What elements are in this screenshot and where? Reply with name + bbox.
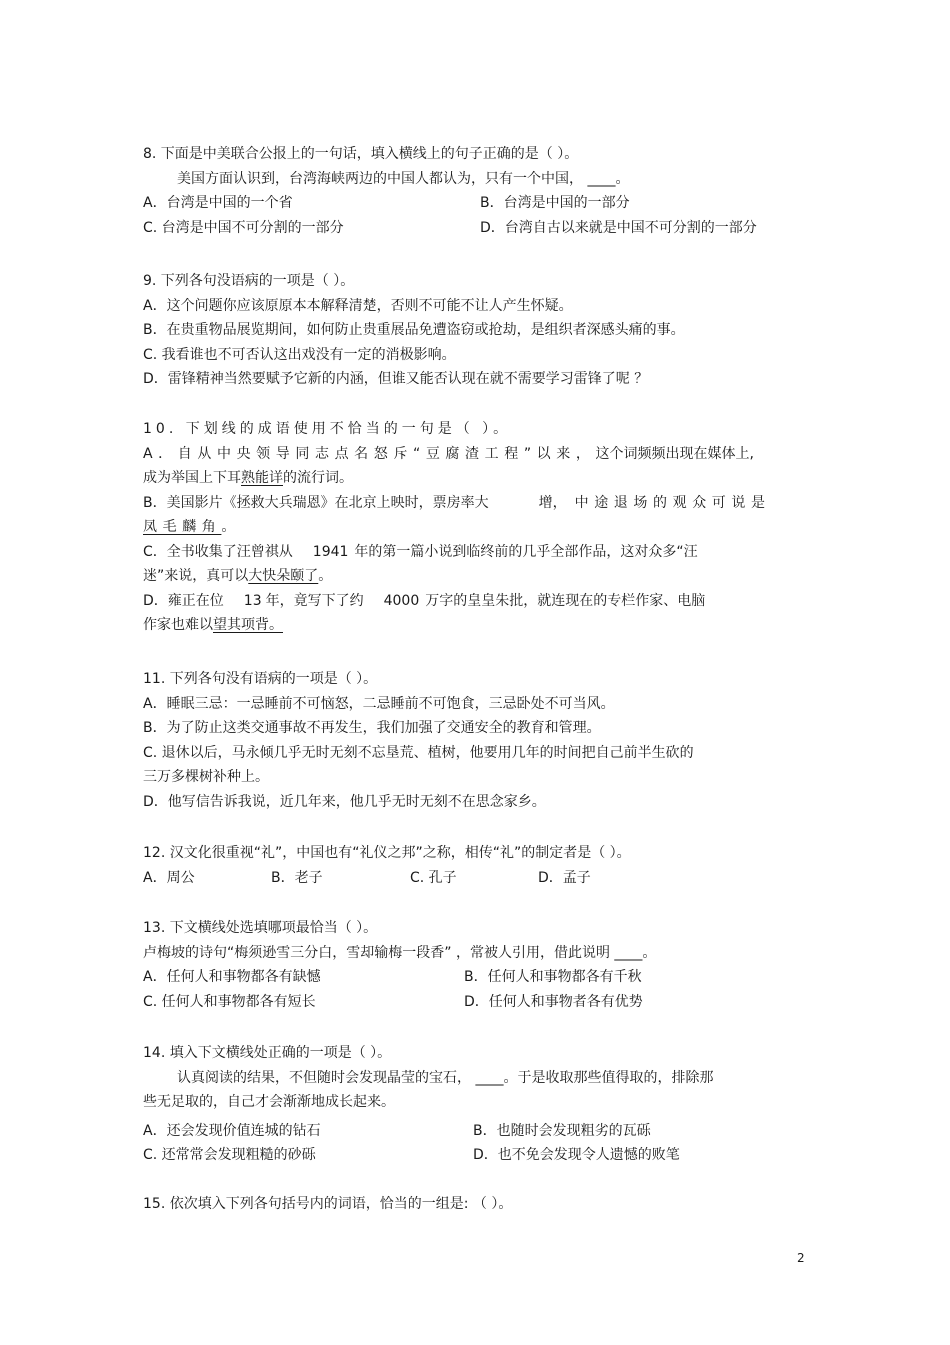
option-c[interactable]: C. 孔子 (410, 869, 457, 886)
option-row (143, 990, 813, 1015)
option-b[interactable]: B．老子 (271, 869, 323, 886)
option-c[interactable]: C．全书收集了汪曾祺从 1941 年的第一篇小说到临终前的几乎全部作品，这对众多“汪 迷”来说，真可以大快朵颐了。 (143, 543, 698, 584)
option-d[interactable]: D．雷锋精神当然要赋予它新的内涵，但谁又能否认现在就不需要学习雷锋了呢 ？ (143, 371, 649, 387)
option-c[interactable]: C. 任何人和事物都各有短长 (143, 993, 316, 1010)
question-stem: 12. 汉文化很重视“礼”，中国也有“礼仪之邦”之称，相传“礼”的制定者是（ ）。 (143, 845, 631, 861)
question-12 (143, 841, 813, 890)
option-d[interactable]: D．台湾自古以来就是中国不可分割的一部分 (480, 219, 757, 236)
question-14 (143, 1041, 813, 1168)
underlined-idiom: 望其项背 (213, 617, 269, 633)
page-number: 2 (797, 1251, 805, 1265)
option-row (143, 965, 813, 990)
option-b[interactable]: B．为了防止这类交通事故不再发生，我们加强了交通安全的教育和管理。 (143, 720, 601, 736)
option-a[interactable]: A．睡眠三忌：一忌睡前不可恼怒，二忌睡前不可饱食，三忌卧处不可当风。 (143, 695, 615, 712)
option-row (143, 866, 813, 891)
option-d[interactable]: D．雍正在位 13 年，竟写下了约 4000 万字的皇皇朱批，就连现在的专栏作家、电脑 作家也难以望其项背。 (143, 592, 706, 633)
option-a[interactable]: A．台湾是中国的一个省 (143, 195, 293, 211)
option-d[interactable]: D．也不免会发现令人遗憾的败笔 (473, 1147, 680, 1163)
option-b[interactable]: B．在贵重物品展览期间，如何防止贵重展品免遭盗窃或抢劫，是组织者深感头痛的事。 (143, 322, 685, 338)
question-passage: 美国方面认识到，台湾海峡两边的中国人都认为，只有一个中国， ____。 (177, 170, 630, 187)
option-row (143, 191, 813, 216)
question-15 (143, 1192, 813, 1217)
question-stem: 14. 填入下文横线处正确的一项是（ ）。 (143, 1045, 392, 1061)
question-13 (143, 916, 813, 1014)
question-11 (143, 667, 813, 814)
option-d[interactable]: D．他写信告诉我说，近几年来，他几乎无时无刻不在思念家乡。 (143, 793, 546, 810)
option-a[interactable]: A．还会发现价值连城的钻石 (143, 1122, 321, 1139)
question-stem: 13. 下文横线处选填哪项最恰当（ ）。 (143, 920, 378, 936)
question-9 (143, 269, 813, 392)
option-c[interactable]: C. 退休以后，马永倾几乎无时无刻不忘垦荒、植树，他要用几年的时间把自己前半生砍的 (143, 744, 694, 761)
question-10 (143, 417, 813, 638)
option-c[interactable]: C. 我看谁也不可否认这出戏没有一定的消极影响。 (143, 346, 456, 363)
option-c[interactable]: C. 台湾是中国不可分割的一部分 (143, 219, 344, 236)
option-d[interactable]: D．任何人和事物者各有优势 (464, 993, 643, 1010)
option-b[interactable]: B．也随时会发现粗劣的瓦砾 (473, 1122, 651, 1139)
option-a[interactable]: A．周公 (143, 869, 195, 886)
question-passage: 卢梅坡的诗句“梅须逊雪三分白，雪却输梅一段香” ，常被人引用，借此说明 ____。 (143, 944, 657, 961)
question-stem: 8. 下面是中美联合公报上的一句话，填入横线上的句子正确的是（ ）。 (143, 146, 579, 162)
option-b[interactable]: B．任何人和事物都各有千秋 (464, 969, 642, 985)
option-a[interactable]: A．这个问题你应该原原本本解释清楚，否则不可能不让人产生怀疑。 (143, 297, 573, 314)
question-stem: 9. 下列各句没语病的一项是（ ）。 (143, 273, 355, 289)
question-8 (143, 142, 813, 240)
option-a[interactable]: A．任何人和事物都各有缺憾 (143, 969, 321, 985)
option-d[interactable]: D．孟子 (538, 869, 591, 886)
option-c[interactable]: C. 还常常会发现粗糙的砂砾 (143, 1147, 316, 1163)
underlined-idiom: 熟能详 (241, 470, 283, 486)
option-row (143, 1143, 813, 1168)
option-row (143, 216, 813, 241)
question-stem: 11. 下列各句没有语病的一项是（ ）。 (143, 671, 378, 687)
question-stem: 15. 依次填入下列各句括号内的词语，恰当的一组是: （ ）。 (143, 1196, 513, 1212)
question-passage-continued: 些无足取的，自己才会渐渐地成长起来。 (143, 1094, 395, 1110)
underlined-idiom: 大快朵颐了 (248, 568, 319, 584)
question-passage: 认真阅读的结果，不但随时会发现晶莹的宝石， ____。于是收取那些值得取的，排除那 (177, 1069, 714, 1086)
option-c-continued: 三万多棵树补种上。 (143, 769, 269, 785)
option-row (143, 1119, 813, 1144)
question-stem: 10. 下划线的成语使用不恰当的一句是（ ）。 (143, 421, 512, 437)
option-b[interactable]: B．台湾是中国的一部分 (480, 195, 630, 211)
underlined-idiom: 凤毛麟角 (143, 519, 222, 535)
option-b[interactable]: B．美国影片《拯救大兵瑞恩》在北京上映时，票房率大 增， 中途退场的观众可说是 凤毛麟角。 (143, 494, 771, 535)
option-a[interactable]: A．自从中央领导同志点名怒斥“豆腐渣工程”以来，这个词频频出现在媒体上, 成为举国上下耳熟能详的流行词。 (143, 445, 754, 486)
